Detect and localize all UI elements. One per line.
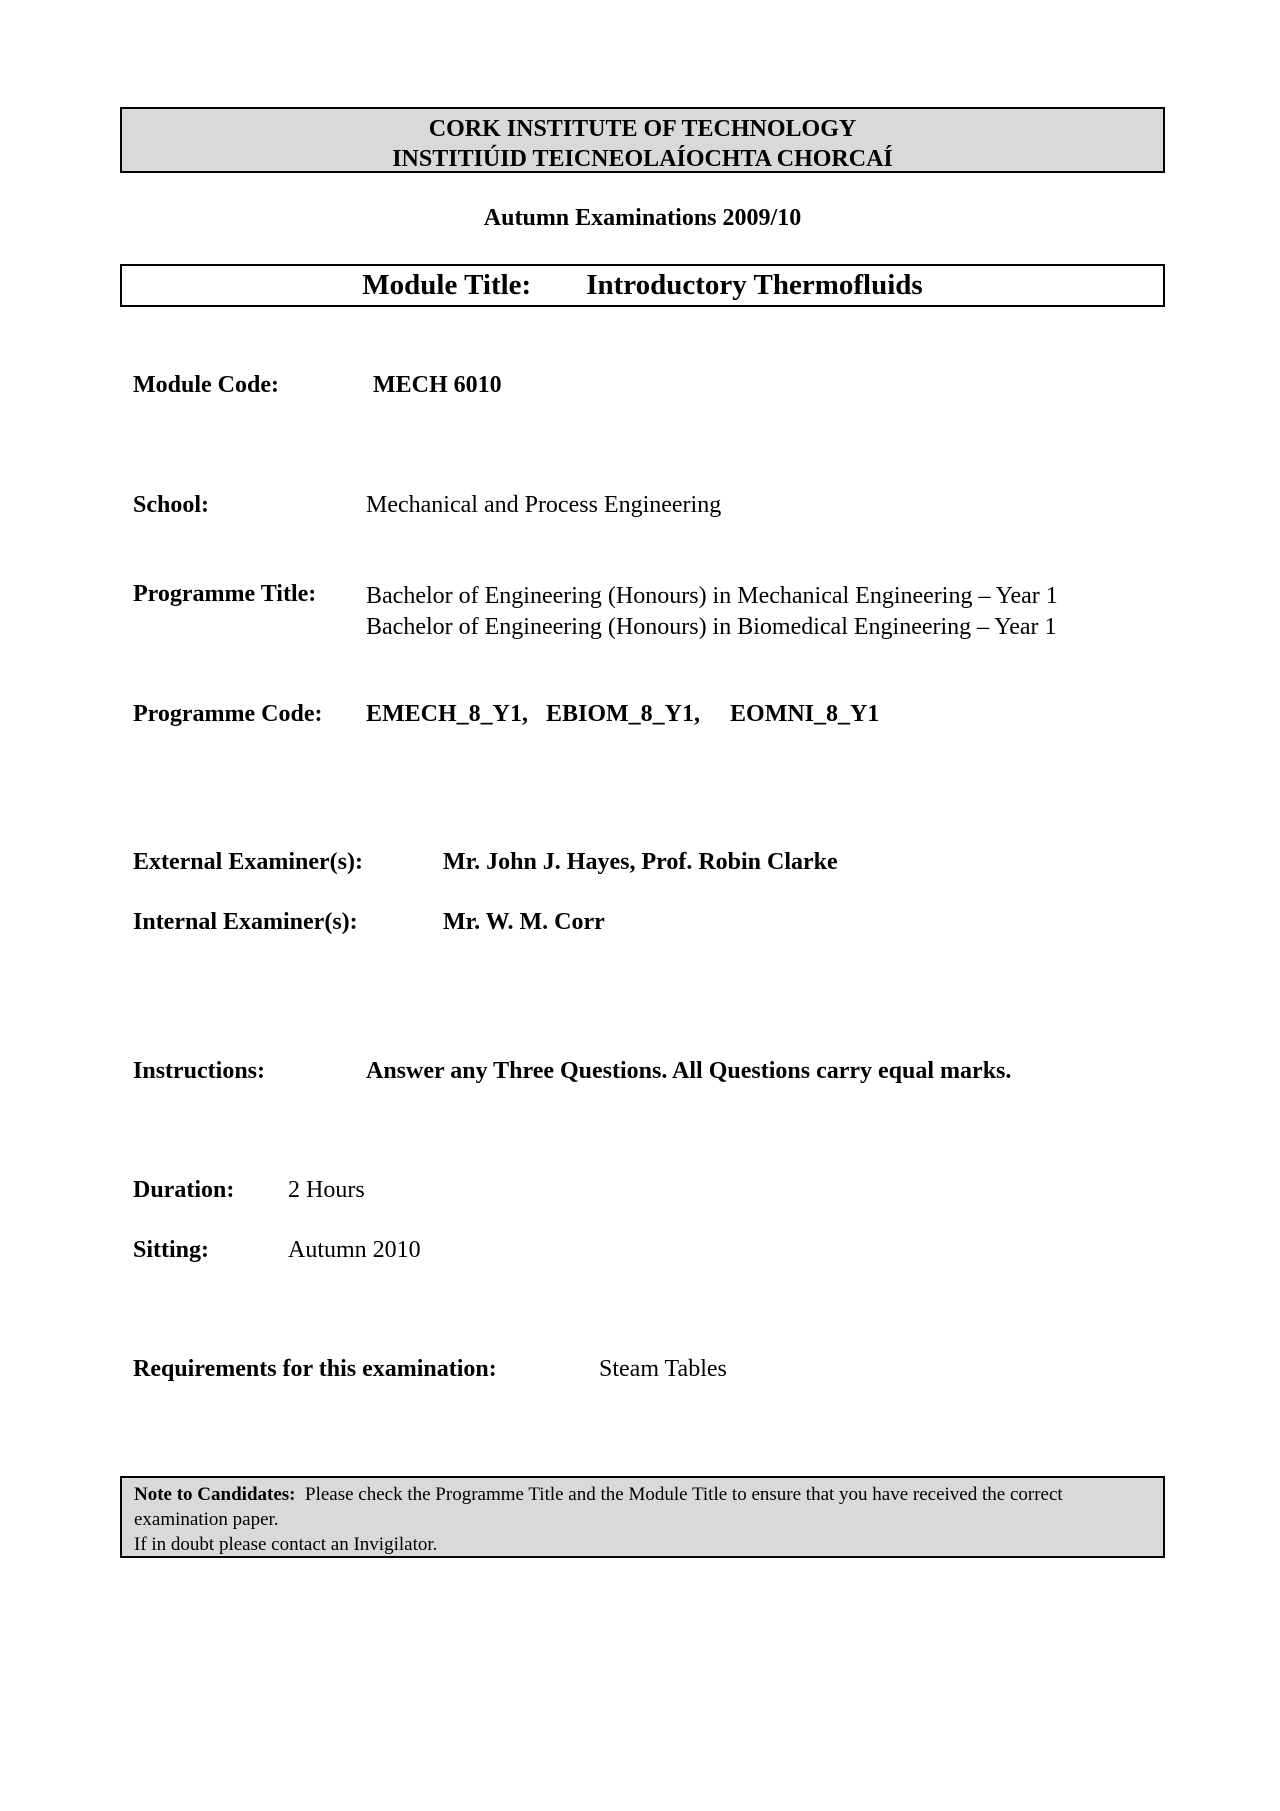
- module-title-value: Introductory Thermofluids: [586, 269, 923, 301]
- school-label: School:: [133, 492, 210, 518]
- duration-label: Duration:: [133, 1177, 235, 1203]
- external-examiners-value: Mr. John J. Hayes, Prof. Robin Clarke: [443, 849, 838, 875]
- programme-code-label: Programme Code:: [133, 701, 323, 727]
- requirements-label: Requirements for this examination:: [133, 1356, 497, 1382]
- module-code-label: Module Code:: [133, 372, 279, 398]
- note-label: Note to Candidates:: [134, 1484, 296, 1505]
- internal-examiners-label: Internal Examiner(s):: [133, 909, 358, 935]
- institution-name-irish: INSTITIÚID TEICNEOLAÍOCHTA CHORCAÍ: [392, 146, 893, 172]
- module-title-box: [120, 264, 1165, 307]
- programme-title-values: [366, 581, 1058, 643]
- note-text: Please check the Programme Title and the Module Title to ensure that you have received the correct examination paper.: [134, 1484, 1063, 1530]
- exam-session: Autumn Examinations 2009/10: [483, 205, 802, 231]
- programme-title-line: Bachelor of Engineering (Honours) in Mechanical Engineering – Year 1: [366, 583, 1058, 609]
- programme-code: EOMNI_8_Y1: [730, 701, 880, 727]
- school-value: Mechanical and Process Engineering: [366, 492, 722, 518]
- module-code-value: MECH 6010: [373, 372, 502, 398]
- requirements-value: Steam Tables: [599, 1356, 727, 1382]
- institution-header: [120, 107, 1165, 173]
- external-examiners-label: External Examiner(s):: [133, 849, 363, 875]
- instructions-label: Instructions:: [133, 1058, 266, 1084]
- programme-code: EMECH_8_Y1,: [366, 701, 528, 727]
- sitting-label: Sitting:: [133, 1237, 210, 1263]
- programme-code-values: [366, 701, 879, 728]
- programme-title-label: Programme Title:: [133, 581, 317, 607]
- programme-title-line: Bachelor of Engineering (Honours) in Biomedical Engineering – Year 1: [366, 614, 1057, 640]
- internal-examiners-value: Mr. W. M. Corr: [443, 909, 605, 935]
- duration-value: 2 Hours: [288, 1177, 365, 1203]
- instructions-value: Answer any Three Questions. All Questions carry equal marks.: [366, 1058, 1012, 1084]
- note-text-secondary: If in doubt please contact an Invigilator.: [134, 1534, 438, 1555]
- module-title-label: Module Title:: [362, 269, 532, 301]
- programme-code: EBIOM_8_Y1,: [546, 701, 701, 727]
- institution-name-english: CORK INSTITUTE OF TECHNOLOGY: [428, 116, 857, 142]
- sitting-value: Autumn 2010: [288, 1237, 421, 1263]
- note-to-candidates: [120, 1476, 1165, 1558]
